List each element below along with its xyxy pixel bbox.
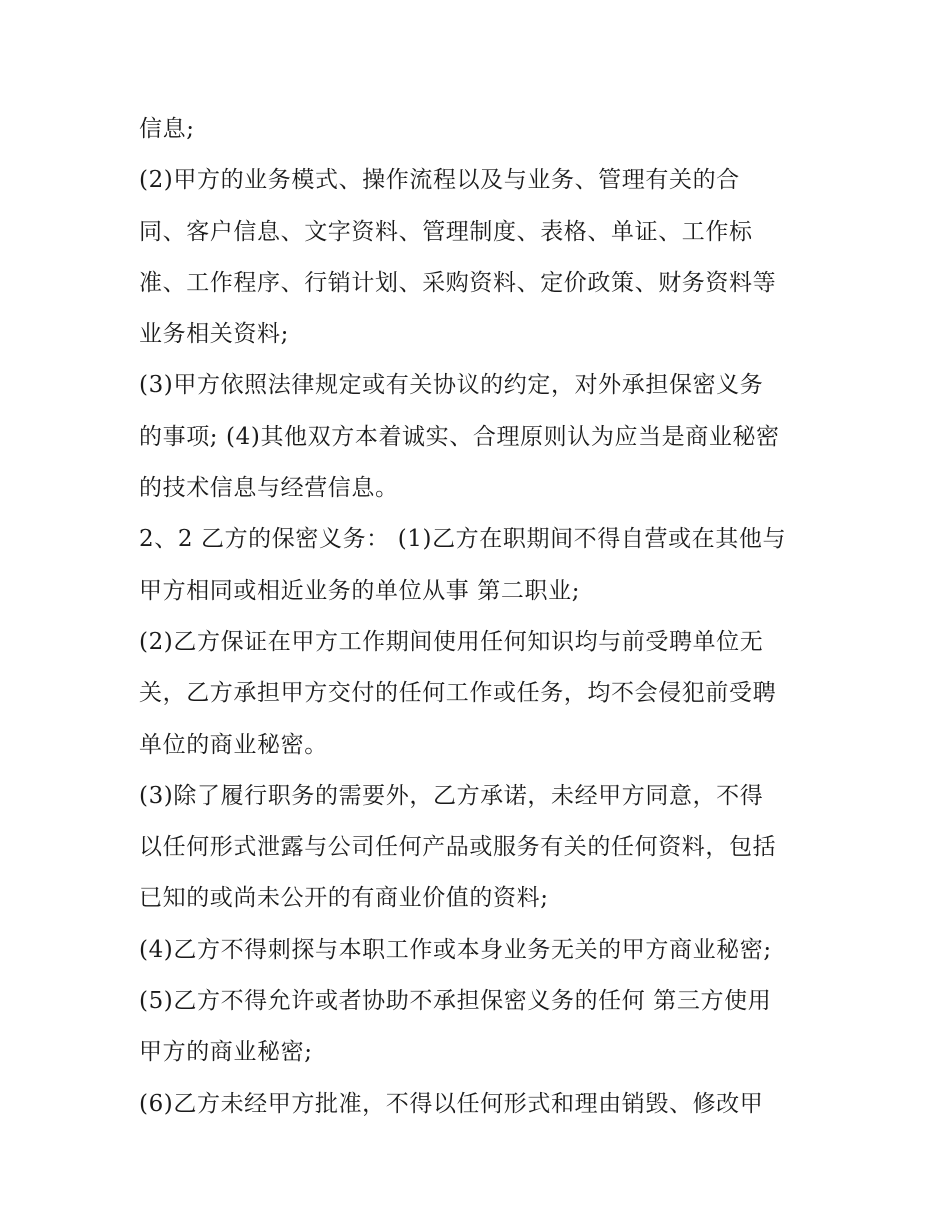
text-line: (3)甲方依照法律规定或有关协议的约定，对外承担保密义务 [139,372,764,399]
text-line: 甲方的商业秘密; [139,1039,313,1066]
text-line: (6)乙方未经甲方批准，不得以任何形式和理由销毁、修改甲 [139,1090,764,1117]
text-line: 同、客户信息、文字资料、管理制度、表格、单证、工作标 [139,218,753,245]
text-line: 信息; [139,116,195,142]
text-line: 以任何形式泄露与公司任何产品或服务有关的任何资料，包括 [139,834,777,861]
text-line: 甲方相同或相近业务的单位从事 第二职业; [139,577,581,604]
text-line: 单位的商业秘密。 [139,731,328,758]
text-line: (2)乙方保证在甲方工作期间使用任何知识均与前受聘单位无 [139,628,764,655]
text-line: (3)除了履行职务的需要外，乙方承诺，未经甲方同意，不得 [139,782,764,809]
text-line: 业务相关资料; [139,321,289,348]
text-line: 准、工作程序、行销计划、采购资料、定价政策、财务资料等 [139,269,777,296]
text-line: 2、2 乙方的保密义务： (1)乙方在职期间不得自营或在其他与 [139,526,787,553]
text-line: 关，乙方承担甲方交付的任何工作或任务，均不会侵犯前受聘 [139,680,777,707]
text-line: 的技术信息与经营信息。 [139,475,399,502]
text-line: (4)乙方不得刺探与本职工作或本身业务无关的甲方商业秘密; [139,936,772,963]
text-line: (2)甲方的业务模式、操作流程以及与业务、管理有关的合 [139,167,740,194]
text-line: 已知的或尚未公开的有商业价值的资料; [139,885,549,912]
text-line: (5)乙方不得允许或者协助不承担保密义务的任何 第三方使用 [139,988,772,1015]
document-body [139,104,829,1130]
text-line: 的事项; (4)其他双方本着诚实、合理原则认为应当是商业秘密 [139,423,780,450]
